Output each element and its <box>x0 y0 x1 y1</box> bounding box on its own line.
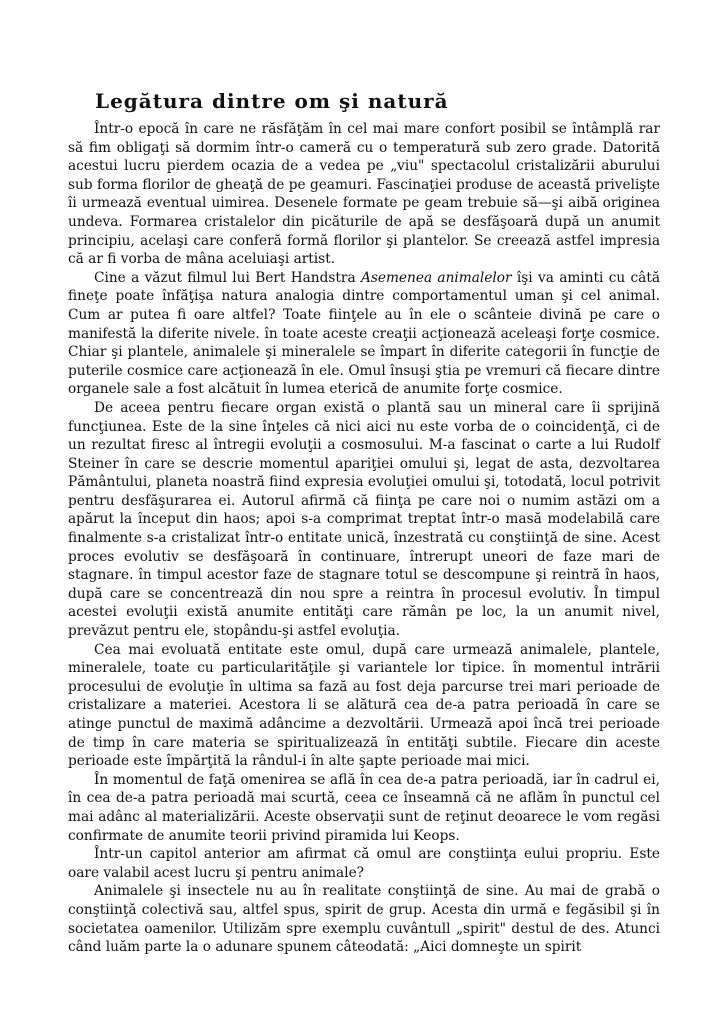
paragraph-6 <box>68 845 660 882</box>
paragraph-7 <box>68 882 660 956</box>
paragraph-2 <box>68 269 660 399</box>
paragraph-5 <box>68 771 660 845</box>
paragraph-1 <box>68 120 660 269</box>
document-page <box>68 88 660 957</box>
paragraph-text: Cea mai evoluată entitate este omul, după care urmează animalele, plantele, mineralele, toate cu particularităţile şi variantele lor tipice. în momentul intrării procesului de evoluţie în ultima sa fază au fost deja parcurse trei mari perioade de cristalizare a materiei. Acestora li se alătură cea de-a patra perioadă în care se atinge punctul de maximă adâncime a dezvoltării. Urmează apoi încă trei perioade de timp în care materia se spiritualizează în entităţi subtile. Fiecare din aceste perioade este împărţită la rândul-i în alte şapte perioade mai mici. <box>68 641 660 770</box>
paragraph-text: Animalele şi insectele nu au în realitate conştiinţă de sine. Au mai de grabă o conştiinţă colectivă sau, altfel spus, spirit de grup. Acesta din urmă e fegăsibil şi în societatea oamenilor. Utilizăm spre exemplu cuvântull „spirit" destul de des. Atunci când luăm parte la o adunare spunem câteodată: „Aici domneşte un spirit <box>68 883 660 956</box>
document-title: Legătura dintre om şi natură <box>95 89 449 113</box>
paragraph-text: Într-o epocă în care ne răsfăţăm în cel mai mare confort posibil se întâmplă rar să fim obligaţi să dormim într-o cameră cu o temperatură sub zero grade. Datorită acestui lucru pierdem ocazia de a vedea pe „viu" spectacolul cristalizării aburului sub forma florilor de gheaţă de pe geamuri. Fascinaţiei produse de această privelişte îi urmează eventual uimirea. Desenele formate pe geam trebuie să—şi aibă originea undeva. Formarea cristalelor din picăturile de apă se desfăşoară după un anumit principiu, acelaşi care conferă formă florilor şi plantelor. Se creează astfel impresia că ar fi vorba de mâna aceluiaşi artist. <box>68 121 660 268</box>
document-body <box>68 120 660 957</box>
paragraph-text: Într-un capitol anterior am afirmat că omul are conştiinţa eului propriu. Este oare valabil acest lucru şi pentru animale? <box>68 846 660 881</box>
paragraph-text: îşi va aminti cu câtă fineţe poate înfăţişa natura analogia dintre comportamentul uman şi cel animal. Cum ar putea fi oare altfel? Toate fiinţele au în ele o scânteie divină pe care o manifestă la diferite nivele. în toate aceste creaţii acţionează aceleaşi forţe cosmice. Chiar şi plantele, animalele şi mineralele se împart în diferite categorii în funcţie de puterile cosmice care acţionează în ele. Omul însuşi ştia pe vremuri că fiecare dintre organele sale a fost alcătuit în lumea eterică de anumite forţe cosmice. <box>68 269 661 398</box>
italic-film-title: Asemenea animalelor <box>360 269 512 286</box>
paragraph-3 <box>68 399 660 641</box>
paragraph-4 <box>68 641 660 771</box>
paragraph-text: Cine a văzut filmul lui Bert Handstra <box>94 269 361 286</box>
paragraph-text: În momentul de faţă omenirea se află în cea de-a patra perioadă, iar în cadrul ei, în cea de-a patra perioadă mai scurtă, ceea ce înseamnă că ne aflăm în punctul cel mai adânc al materializării. Aceste observaţii sunt de reţinut deoarece le vom regăsi confirmate de anumite teorii privind piramida lui Keops. <box>68 771 660 844</box>
paragraph-text: De aceea pentru fiecare organ există o plantă sau un mineral care îi sprijină funcţiunea. Este de la sine înţeles că nici aici nu este vorba de o coincidenţă, ci de un rezultat firesc al întregii evoluţii a cosmosului. M-a fascinat o carte a lui Rudolf Steiner în care se descrie momentul apariţiei omului şi, legat de asta, dezvoltarea Pământului, planeta noastră fiind expresia evoluţiei omului şi, totodată, locul potrivit pentru desfăşurarea ei. Autorul afirmă că fiinţa pe care noi o numim astăzi om a apărut la început din haos; apoi s-a comprimat treptat într-o masă modelabilă care finalmente s-a cristalizat într-o entitate unică, înzestrată cu conştiinţă de sine. Acest proces evolutiv se desfăşoară în continuare, întrerupt uneori de faze mari de stagnare. în timpul acestor faze de stagnare totul se descompune şi reintră în haos, după care se concentrează din nou spre a reintra în procesul evolutiv. În timpul acestei evoluţii există anumite entităţi care rămân pe loc, la un anumit nivel, prevăzut pentru ele, stopându-şi astfel evoluţia. <box>68 399 660 640</box>
